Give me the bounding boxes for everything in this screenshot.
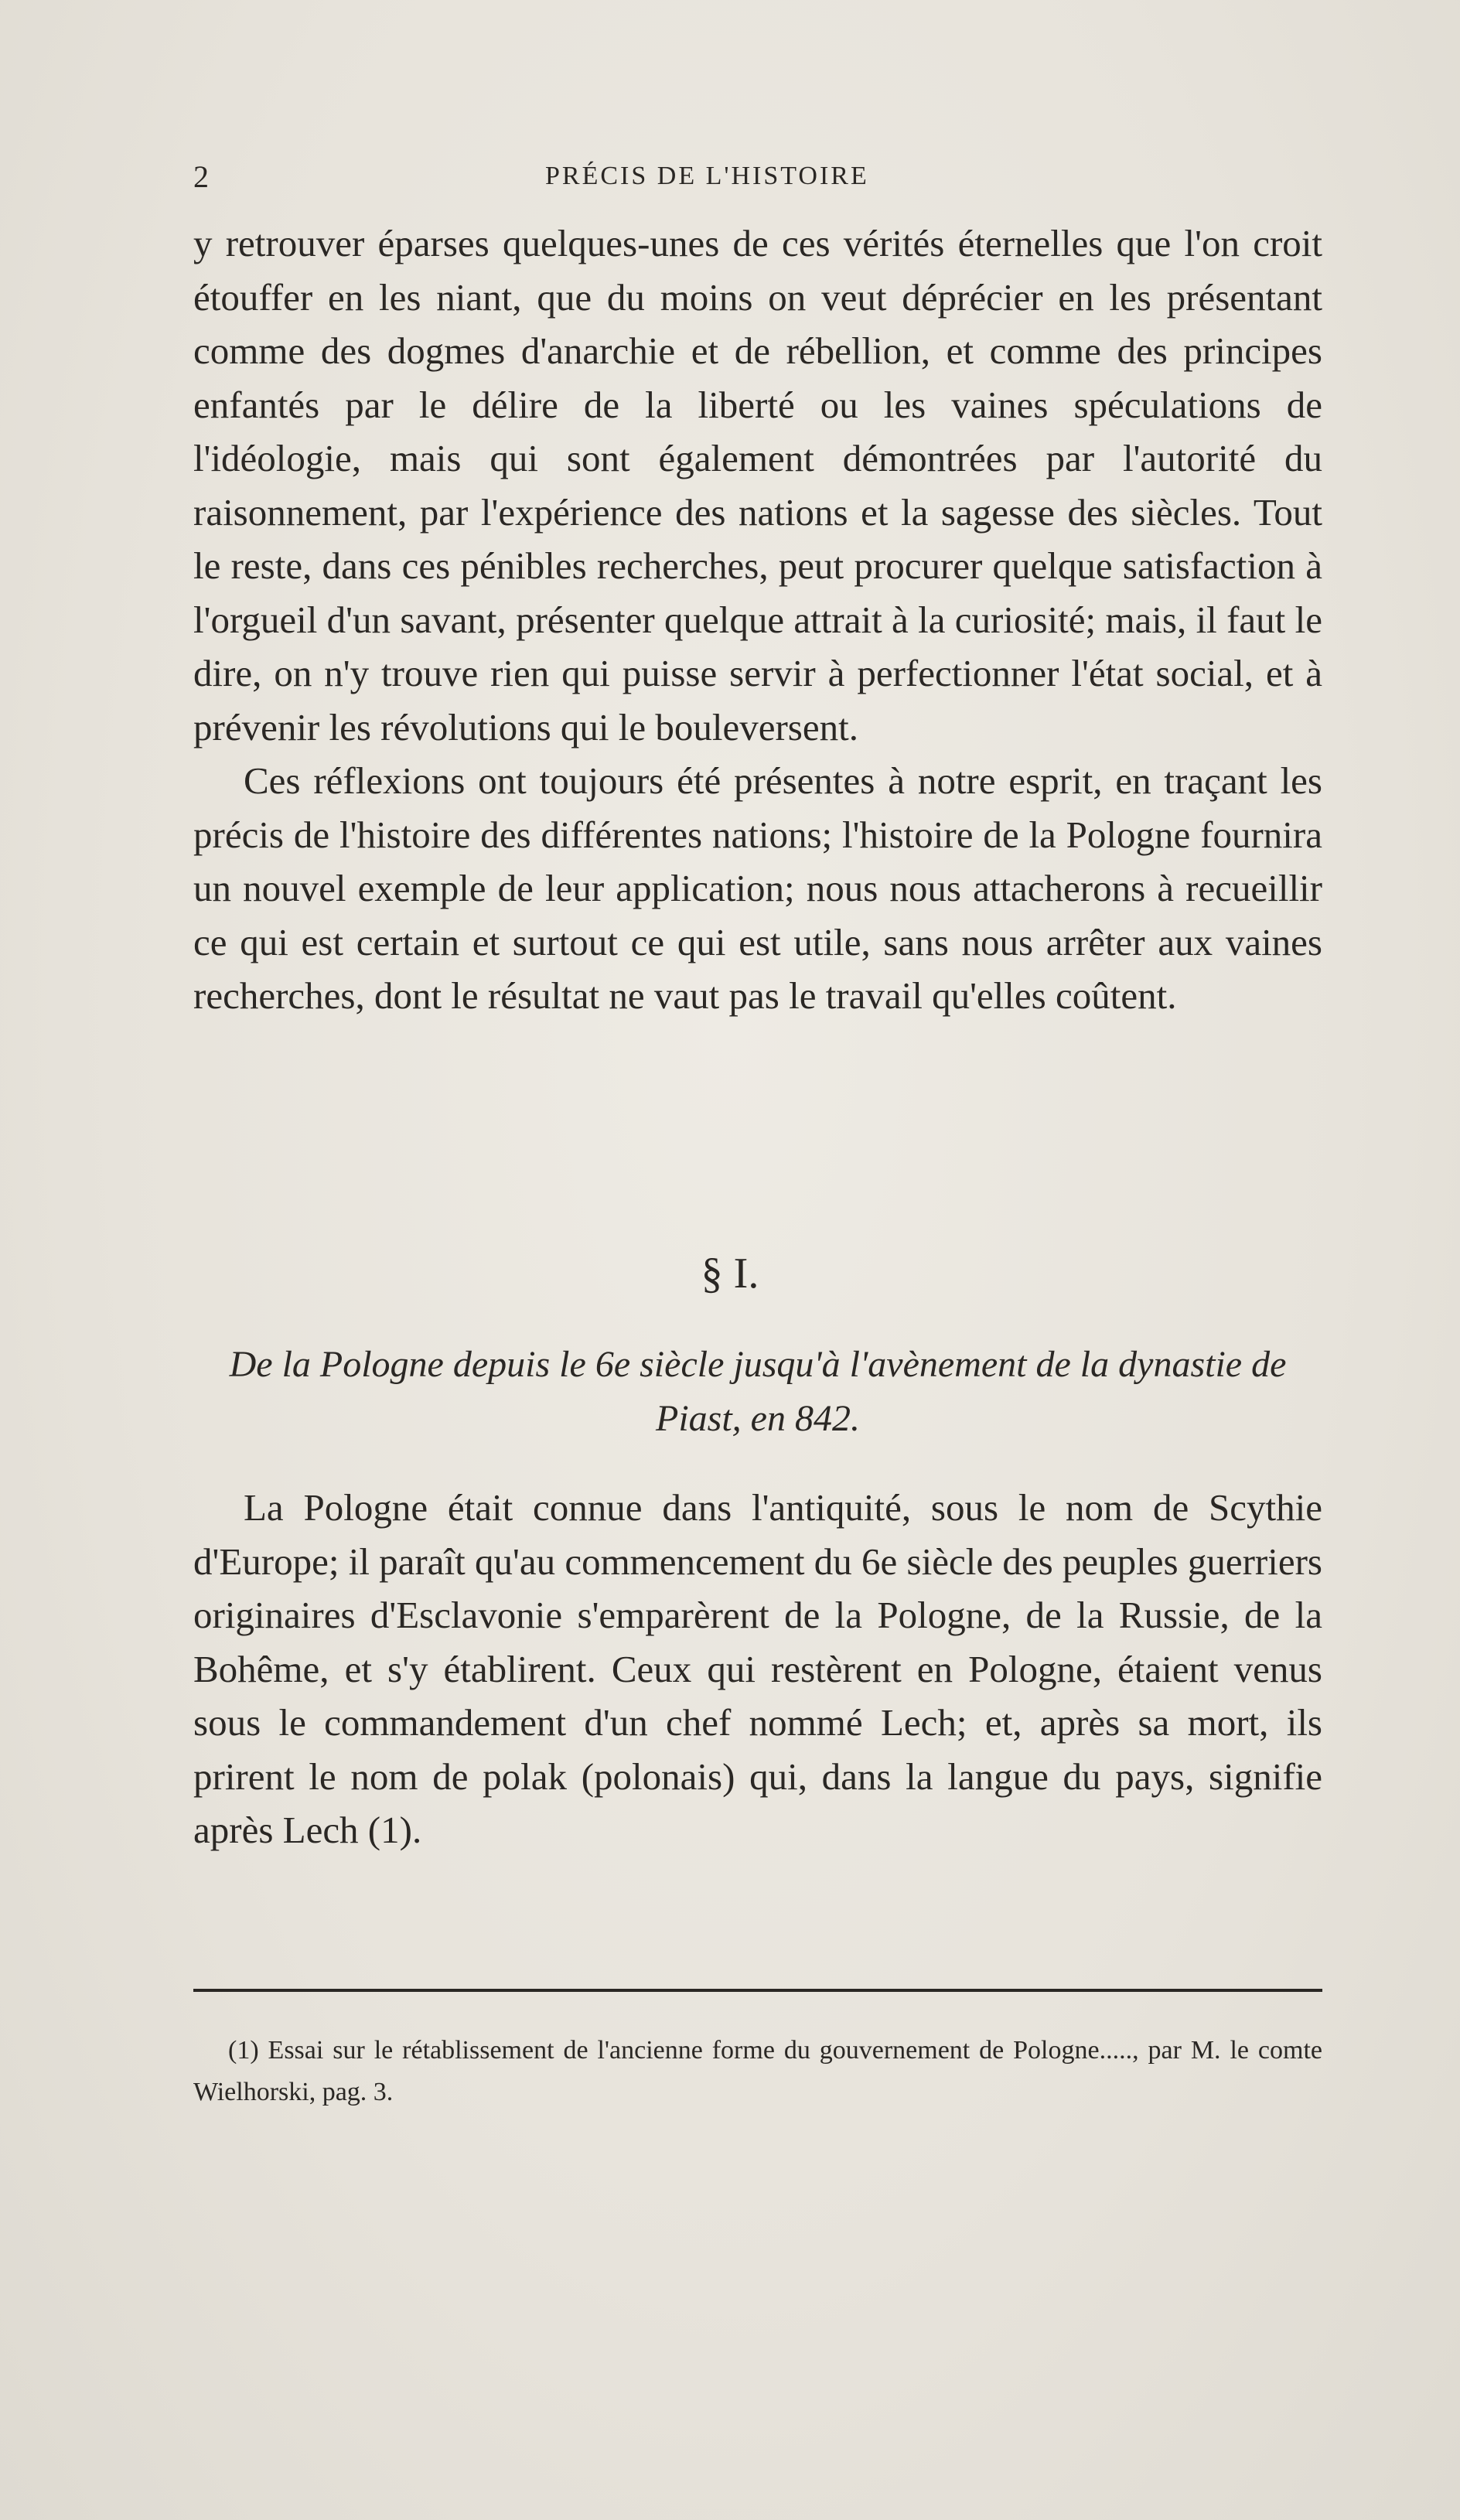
body-text xyxy=(193,217,1322,1023)
page-number: 2 xyxy=(193,159,209,194)
footnote-rule xyxy=(193,1989,1322,1992)
paragraph: y retrouver éparses quelques-unes de ces vérités éternelles que l'on croit étouffer en les niant, que du moins on veut déprécier en les présentant comme des dogmes d'anarchie et de rébellion, et comme des principes enfantés par le délire de la liberté ou les vaines spéculations de l'idéologie, mais qui sont également démontrées par l'autorité du raisonnement, par l'expérience des nations et la sagesse des siècles. Tout le reste, dans ces pénibles recherches, peut procurer quelque satisfaction à l'orgueil d'un savant, présenter quelque attrait à la curiosité; mais, il faut le dire, on n'y trouve rien qui puisse servir à perfectionner l'état social, et à prévenir les révolutions qui le bouleversent. xyxy=(193,222,1322,748)
body-text-section xyxy=(193,1481,1322,1857)
section-number: § I. xyxy=(701,1250,759,1298)
footnote: (1) Essai sur le rétablissement de l'ancienne forme du gouvernement de Pologne....., par M. le comte Wielhorski, pag. 3. xyxy=(193,2036,1322,2106)
paragraph: La Pologne était connue dans l'antiquité, sous le nom de Scythie d'Europe; il paraît qu'au commencement du 6e siècle des peuples guerriers originaires d'Esclavonie s'emparèrent de la Pologne, de la Russie, de la Bohême, et s'y établirent. Ceux qui restèrent en Pologne, étaient venus sous le commandement d'un chef nommé Lech; et, après sa mort, ils prirent le nom de polak (polonais) qui, dans la langue du pays, signifie après Lech (1). xyxy=(193,1486,1322,1851)
running-head: PRÉCIS DE L'HISTOIRE xyxy=(545,162,869,190)
section-title: De la Pologne depuis le 6e siècle jusqu'à l'avènement de la dynastie de Piast, en 842. xyxy=(229,1344,1287,1439)
page-header xyxy=(193,159,1307,205)
paragraph: Ces réflexions ont toujours été présentes à notre esprit, en traçant les précis de l'histoire des différentes nations; l'histoire de la Pologne fournira un nouvel exemple de leur application; nous nous attacherons à recueillir ce qui est certain et surtout ce qui est utile, sans nous arrêter aux vaines recherches, dont le résultat ne vaut pas le travail qu'elles coûtent. xyxy=(193,759,1322,1017)
